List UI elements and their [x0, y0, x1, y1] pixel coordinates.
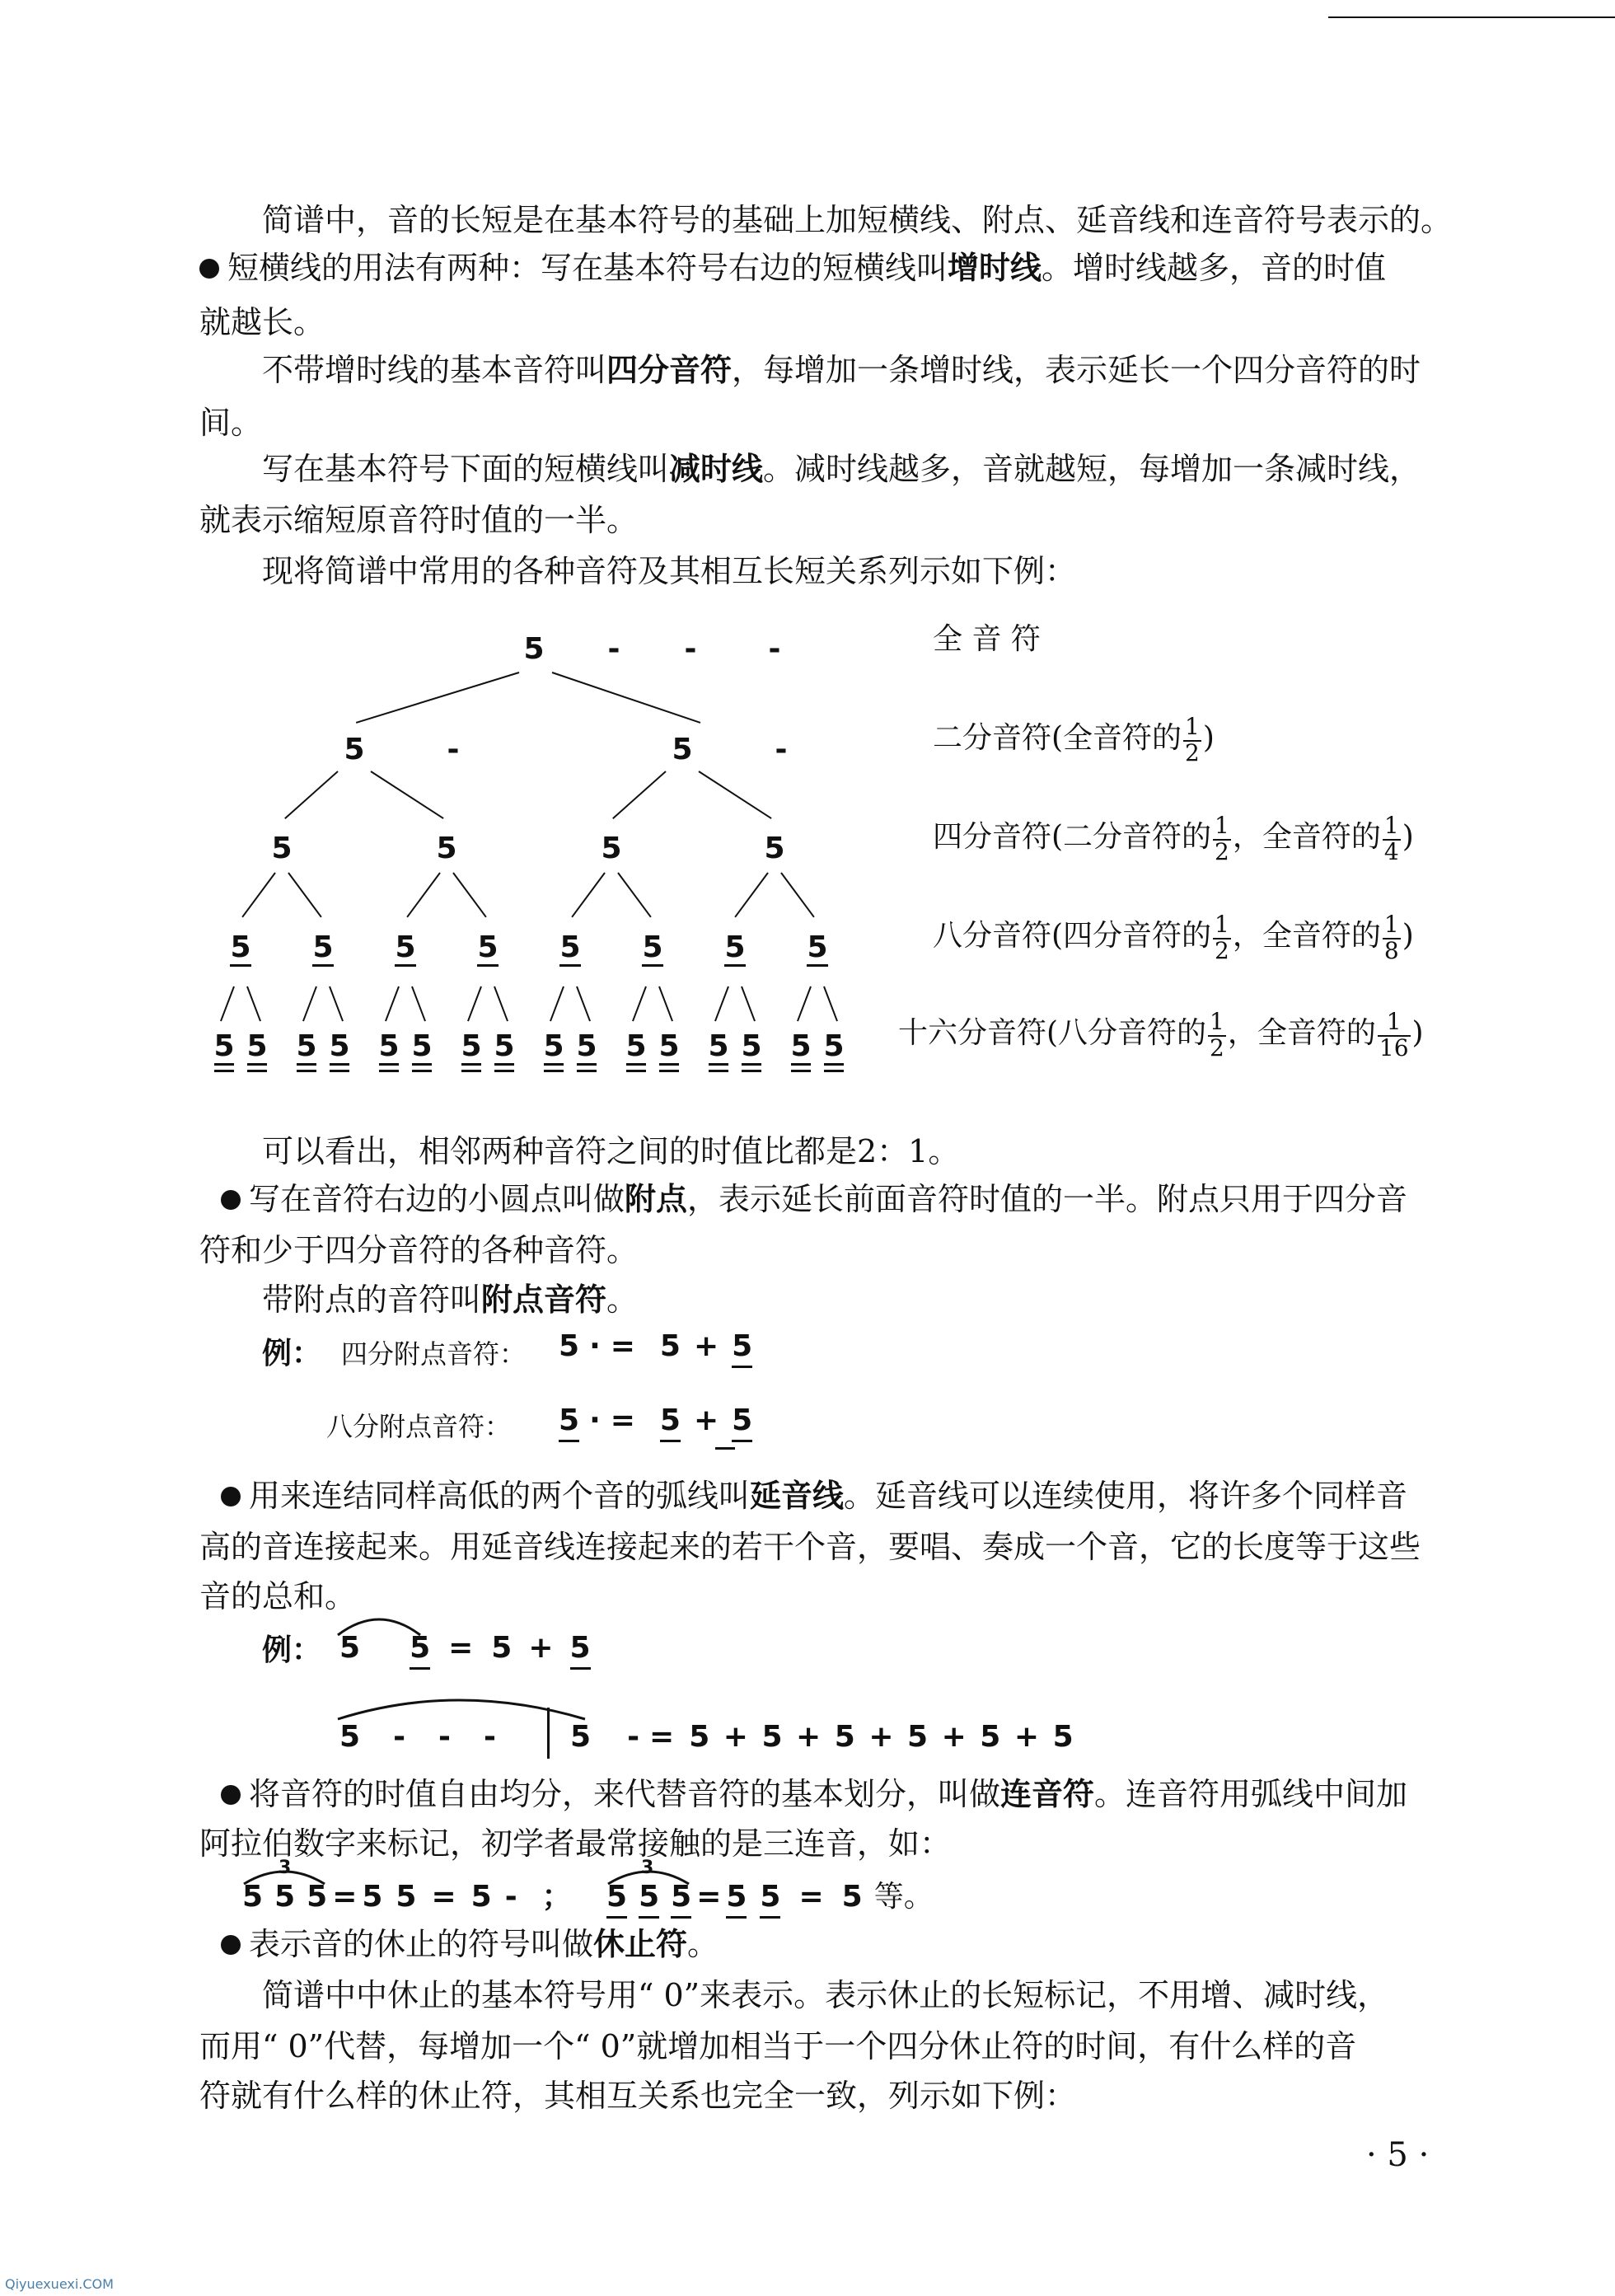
- reduction-line: [659, 1063, 679, 1066]
- tree-branch: [741, 986, 756, 1022]
- tree-note-sixteenth: 5: [625, 1029, 647, 1063]
- bullet-icon: [221, 1487, 241, 1506]
- reduction-line: [494, 1070, 514, 1072]
- para-9-line-1: 用来连结同样高低的两个音的弧线叫延音线。延音线可以连续使用，将许多个同样音: [221, 1480, 1407, 1511]
- tie-formula-1: 5 5 = 5 + 5: [339, 1631, 591, 1665]
- para-4-line-2: 就表示缩短原音符时值的一半。: [199, 502, 639, 538]
- header-rule: [1328, 16, 1615, 18]
- tree-branch: [714, 986, 729, 1022]
- tree-note-sixteenth: 5: [543, 1029, 564, 1063]
- triplet-number-2: 3: [641, 1858, 654, 1878]
- reduction-line: [791, 1070, 811, 1072]
- reduction-line: [824, 1063, 844, 1066]
- bullet-icon: [221, 1785, 241, 1805]
- tree-branch: [241, 872, 276, 917]
- triplet-number-1: 3: [279, 1858, 292, 1878]
- para-12-line-3: 符就有什么样的休止符，其相互关系也完全一致，列示如下例：: [199, 2078, 1077, 2114]
- para-9-line-2: 高的音连接起来。用延音线连接起来的若干个音，要唱、奏成一个音，它的长度等于这些: [199, 1529, 1421, 1565]
- reduction-line: [709, 1063, 728, 1066]
- tree-branch: [220, 986, 235, 1022]
- watermark-text: Qiyuexuexi.COM: [5, 2276, 114, 2292]
- tree-note-eighth: 5: [807, 930, 828, 964]
- para-1: 简谱中，音的长短是在基本符号的基础上加短横线、附点、延音线和连音符号表示的。: [262, 202, 1453, 238]
- reduction-line: [659, 1070, 679, 1072]
- tree-note-sixteenth: 5: [790, 1029, 812, 1063]
- tree-note-sixteenth: 5: [658, 1029, 680, 1063]
- tree-note-sixteenth: 5: [823, 1029, 845, 1063]
- tree-branch: [329, 986, 344, 1022]
- reduction-line: [709, 1070, 728, 1072]
- reduction-line: [297, 1070, 316, 1072]
- para-7-line-1: 写在音符右边的小圆点叫做附点，表示延长前面音符时值的一半。附点只用于四分音: [221, 1183, 1407, 1215]
- bullet-icon: [221, 1935, 241, 1955]
- tree-note-eighth: 5: [395, 930, 416, 964]
- tree-note-sixteenth: 5: [378, 1029, 400, 1063]
- example-dotted-eighth-label: 八分附点音符：: [326, 1411, 512, 1442]
- tree-note-eighth: 5: [230, 930, 251, 964]
- reduction-line: [330, 1063, 349, 1066]
- reduction-line: [214, 1070, 234, 1072]
- fraction: $\frac{1}{8}$: [1383, 911, 1399, 964]
- tree-dash: -: [768, 632, 781, 666]
- reduction-line: [577, 1070, 597, 1072]
- tree-branch: [452, 872, 487, 917]
- label-sixteenth: 十六分音符(八分音符的 $\frac{1}{2}$ ，全音符的 $\frac{1}{16}$ ): [898, 1008, 1424, 1061]
- tree-note-sixteenth: 5: [708, 1029, 729, 1063]
- reduction-line: [297, 1063, 316, 1066]
- reduction-line: [461, 1070, 481, 1072]
- tree-branch: [406, 872, 441, 917]
- para-10-line-2: 阿拉伯数字来标记，初学者最常接触的是三连音，如：: [199, 1825, 952, 1862]
- fraction: $\frac{1}{4}$: [1383, 812, 1399, 865]
- tree-note-whole: 5: [523, 632, 545, 666]
- tree-branch: [571, 872, 606, 917]
- para-7-line-2: 符和少于四分音符的各种音符。: [199, 1232, 639, 1268]
- para-3-line-1: 不带增时线的基本音符叫四分音符，每增加一条增时线，表示延长一个四分音符的时: [262, 351, 1421, 388]
- tree-note-sixteenth: 5: [741, 1029, 762, 1063]
- para-12-line-1: 简谱中中休止的基本符号用“ 0”来表示。表示休止的长短标记，不用增、减时线，: [262, 1977, 1389, 2013]
- para-12-line-2: 而用“ 0”代替，每增加一个“ 0”就增加相当于一个四分休止符的时间，有什么样的音: [199, 2028, 1357, 2064]
- tree-note-quarter: 5: [271, 832, 293, 865]
- para-3-line-2: 间。: [199, 405, 263, 441]
- reduction-line: [312, 964, 334, 967]
- tree-branch: [734, 872, 769, 917]
- tie-formula-2b: 5 - = 5 + 5 + 5 + 5 + 5 + 5: [570, 1720, 1075, 1754]
- triplet-formula-1: 5 5 5 = 5 5 = 5 - ；: [242, 1880, 572, 1914]
- tree-branch: [797, 986, 812, 1022]
- bullet-icon: [221, 1190, 241, 1210]
- reduction-line: [642, 964, 663, 967]
- tree-note-sixteenth: 5: [329, 1029, 350, 1063]
- tree-note-sixteenth: 5: [494, 1029, 515, 1063]
- tree-branch: [552, 672, 701, 724]
- para-2-line-2: 就越长。: [199, 304, 325, 340]
- tree-branch: [246, 986, 261, 1022]
- reduction-line: [214, 1063, 234, 1066]
- example-dotted-quarter: 例： 四分附点音符：: [262, 1336, 527, 1371]
- tree-note-sixteenth: 5: [213, 1029, 235, 1063]
- tree-branch: [550, 986, 564, 1022]
- tree-branch: [467, 986, 482, 1022]
- reduction-line: [559, 964, 581, 967]
- reduction-line: [626, 1063, 646, 1066]
- tree-dash: -: [684, 632, 697, 666]
- barline: [547, 1708, 550, 1759]
- fraction: $\frac{1}{16}$: [1379, 1008, 1409, 1061]
- reduction-line: [494, 1063, 514, 1066]
- tree-branch: [780, 872, 815, 917]
- tree-dash: -: [447, 733, 460, 766]
- tree-branch: [411, 986, 426, 1022]
- dotted-quarter-formula: 5 · = 5 + 5: [559, 1329, 753, 1363]
- tree-note-eighth: 5: [477, 930, 499, 964]
- reduction-line: [395, 964, 416, 967]
- tree-branch: [698, 771, 771, 819]
- bullet-icon: [199, 259, 219, 279]
- tree-note-half: 5: [672, 733, 693, 766]
- tree-branch: [823, 986, 838, 1022]
- reduction-line: [544, 1063, 564, 1066]
- reduction-line: [247, 1063, 267, 1066]
- label-quarter: 四分音符(二分音符的 $\frac{1}{2}$ ，全音符的 $\frac{1}{4}$ ): [933, 812, 1414, 865]
- reduction-line: [544, 1070, 564, 1072]
- tree-note-eighth: 5: [559, 930, 581, 964]
- label-half: 二分音符(全音符的 $\frac{1}{2}$ ): [933, 713, 1215, 766]
- tree-branch: [658, 986, 673, 1022]
- reduction-line: [230, 964, 251, 967]
- reduction-line: [824, 1070, 844, 1072]
- reduction-line: [412, 1070, 432, 1072]
- reduction-line: [477, 964, 499, 967]
- fraction: $\frac{1}{2}$: [1185, 713, 1200, 766]
- para-8: 带附点的音符叫附点音符。: [262, 1281, 639, 1318]
- para-9-line-3: 音的总和。: [199, 1578, 357, 1614]
- reduction-line: [379, 1063, 399, 1066]
- tree-dash: -: [775, 733, 788, 766]
- tie-arc-2: [334, 1689, 589, 1722]
- tree-note-sixteenth: 5: [411, 1029, 433, 1063]
- tree-dash: -: [607, 632, 620, 666]
- para-5: 现将简谱中常用的各种音符及其相互长短关系列示如下例：: [262, 553, 1077, 589]
- reduction-line: [330, 1070, 349, 1072]
- tree-note-quarter: 5: [436, 832, 457, 865]
- tree-note-quarter: 5: [601, 832, 622, 865]
- tree-branch: [612, 771, 666, 818]
- tree-note-half: 5: [344, 733, 365, 766]
- tree-note-sixteenth: 5: [246, 1029, 268, 1063]
- double-underline: [715, 1447, 735, 1450]
- tree-note-quarter: 5: [764, 832, 785, 865]
- tree-branch: [284, 771, 338, 818]
- para-2-line-1: 短横线的用法有两种：写在基本符号右边的短横线叫增时线。增时线越多，音的时值: [199, 252, 1386, 283]
- tree-note-sixteenth: 5: [461, 1029, 482, 1063]
- page-number: · 5 ·: [1366, 2136, 1430, 2174]
- fraction: $\frac{1}{2}$: [1215, 812, 1229, 865]
- tie-formula-2: 5 - - -: [339, 1720, 496, 1754]
- reduction-line: [247, 1070, 267, 1072]
- fraction: $\frac{1}{2}$: [1215, 911, 1229, 964]
- triplet-formula-2: 5 5 5 = 5 5 = 5 等。: [606, 1880, 934, 1914]
- dotted-eighth-formula: 5 · = 5 + 5: [559, 1403, 753, 1437]
- para-11: 表示音的休止的符号叫做休止符。: [221, 1928, 719, 1960]
- reduction-line: [742, 1070, 761, 1072]
- tree-branch: [288, 872, 322, 917]
- reduction-line: [807, 964, 828, 967]
- fraction: $\frac{1}{2}$: [1210, 1008, 1224, 1061]
- para-6: 可以看出，相邻两种音符之间的时值比都是2：1。: [262, 1133, 960, 1169]
- label-eighth: 八分音符(四分音符的 $\frac{1}{2}$ ，全音符的 $\frac{1}{8}$ ): [933, 911, 1414, 964]
- tie-example-label: 例：: [262, 1633, 322, 1667]
- tree-branch: [494, 986, 508, 1022]
- tree-note-eighth: 5: [312, 930, 334, 964]
- tree-branch: [370, 771, 443, 819]
- reduction-line: [379, 1070, 399, 1072]
- tree-note-eighth: 5: [724, 930, 746, 964]
- reduction-line: [577, 1063, 597, 1066]
- tree-branch: [356, 672, 520, 724]
- tree-note-eighth: 5: [642, 930, 663, 964]
- reduction-line: [791, 1063, 811, 1066]
- para-4-line-1: 写在基本符号下面的短横线叫减时线。减时线越多，音就越短，每增加一条减时线，: [262, 450, 1421, 487]
- tree-note-sixteenth: 5: [296, 1029, 317, 1063]
- tree-note-sixteenth: 5: [576, 1029, 597, 1063]
- label-whole: 全 音 符: [933, 622, 1041, 656]
- para-10-line-1: 将音符的时值自由均分，来代替音符的基本划分，叫做连音符。连音符用弧线中间加: [221, 1778, 1407, 1810]
- reduction-line: [626, 1070, 646, 1072]
- tree-branch: [385, 986, 400, 1022]
- reduction-line: [724, 964, 746, 967]
- tree-branch: [302, 986, 317, 1022]
- tree-branch: [576, 986, 591, 1022]
- reduction-line: [742, 1063, 761, 1066]
- reduction-line: [461, 1063, 481, 1066]
- tree-branch: [632, 986, 647, 1022]
- tree-branch: [617, 872, 652, 917]
- reduction-line: [412, 1063, 432, 1066]
